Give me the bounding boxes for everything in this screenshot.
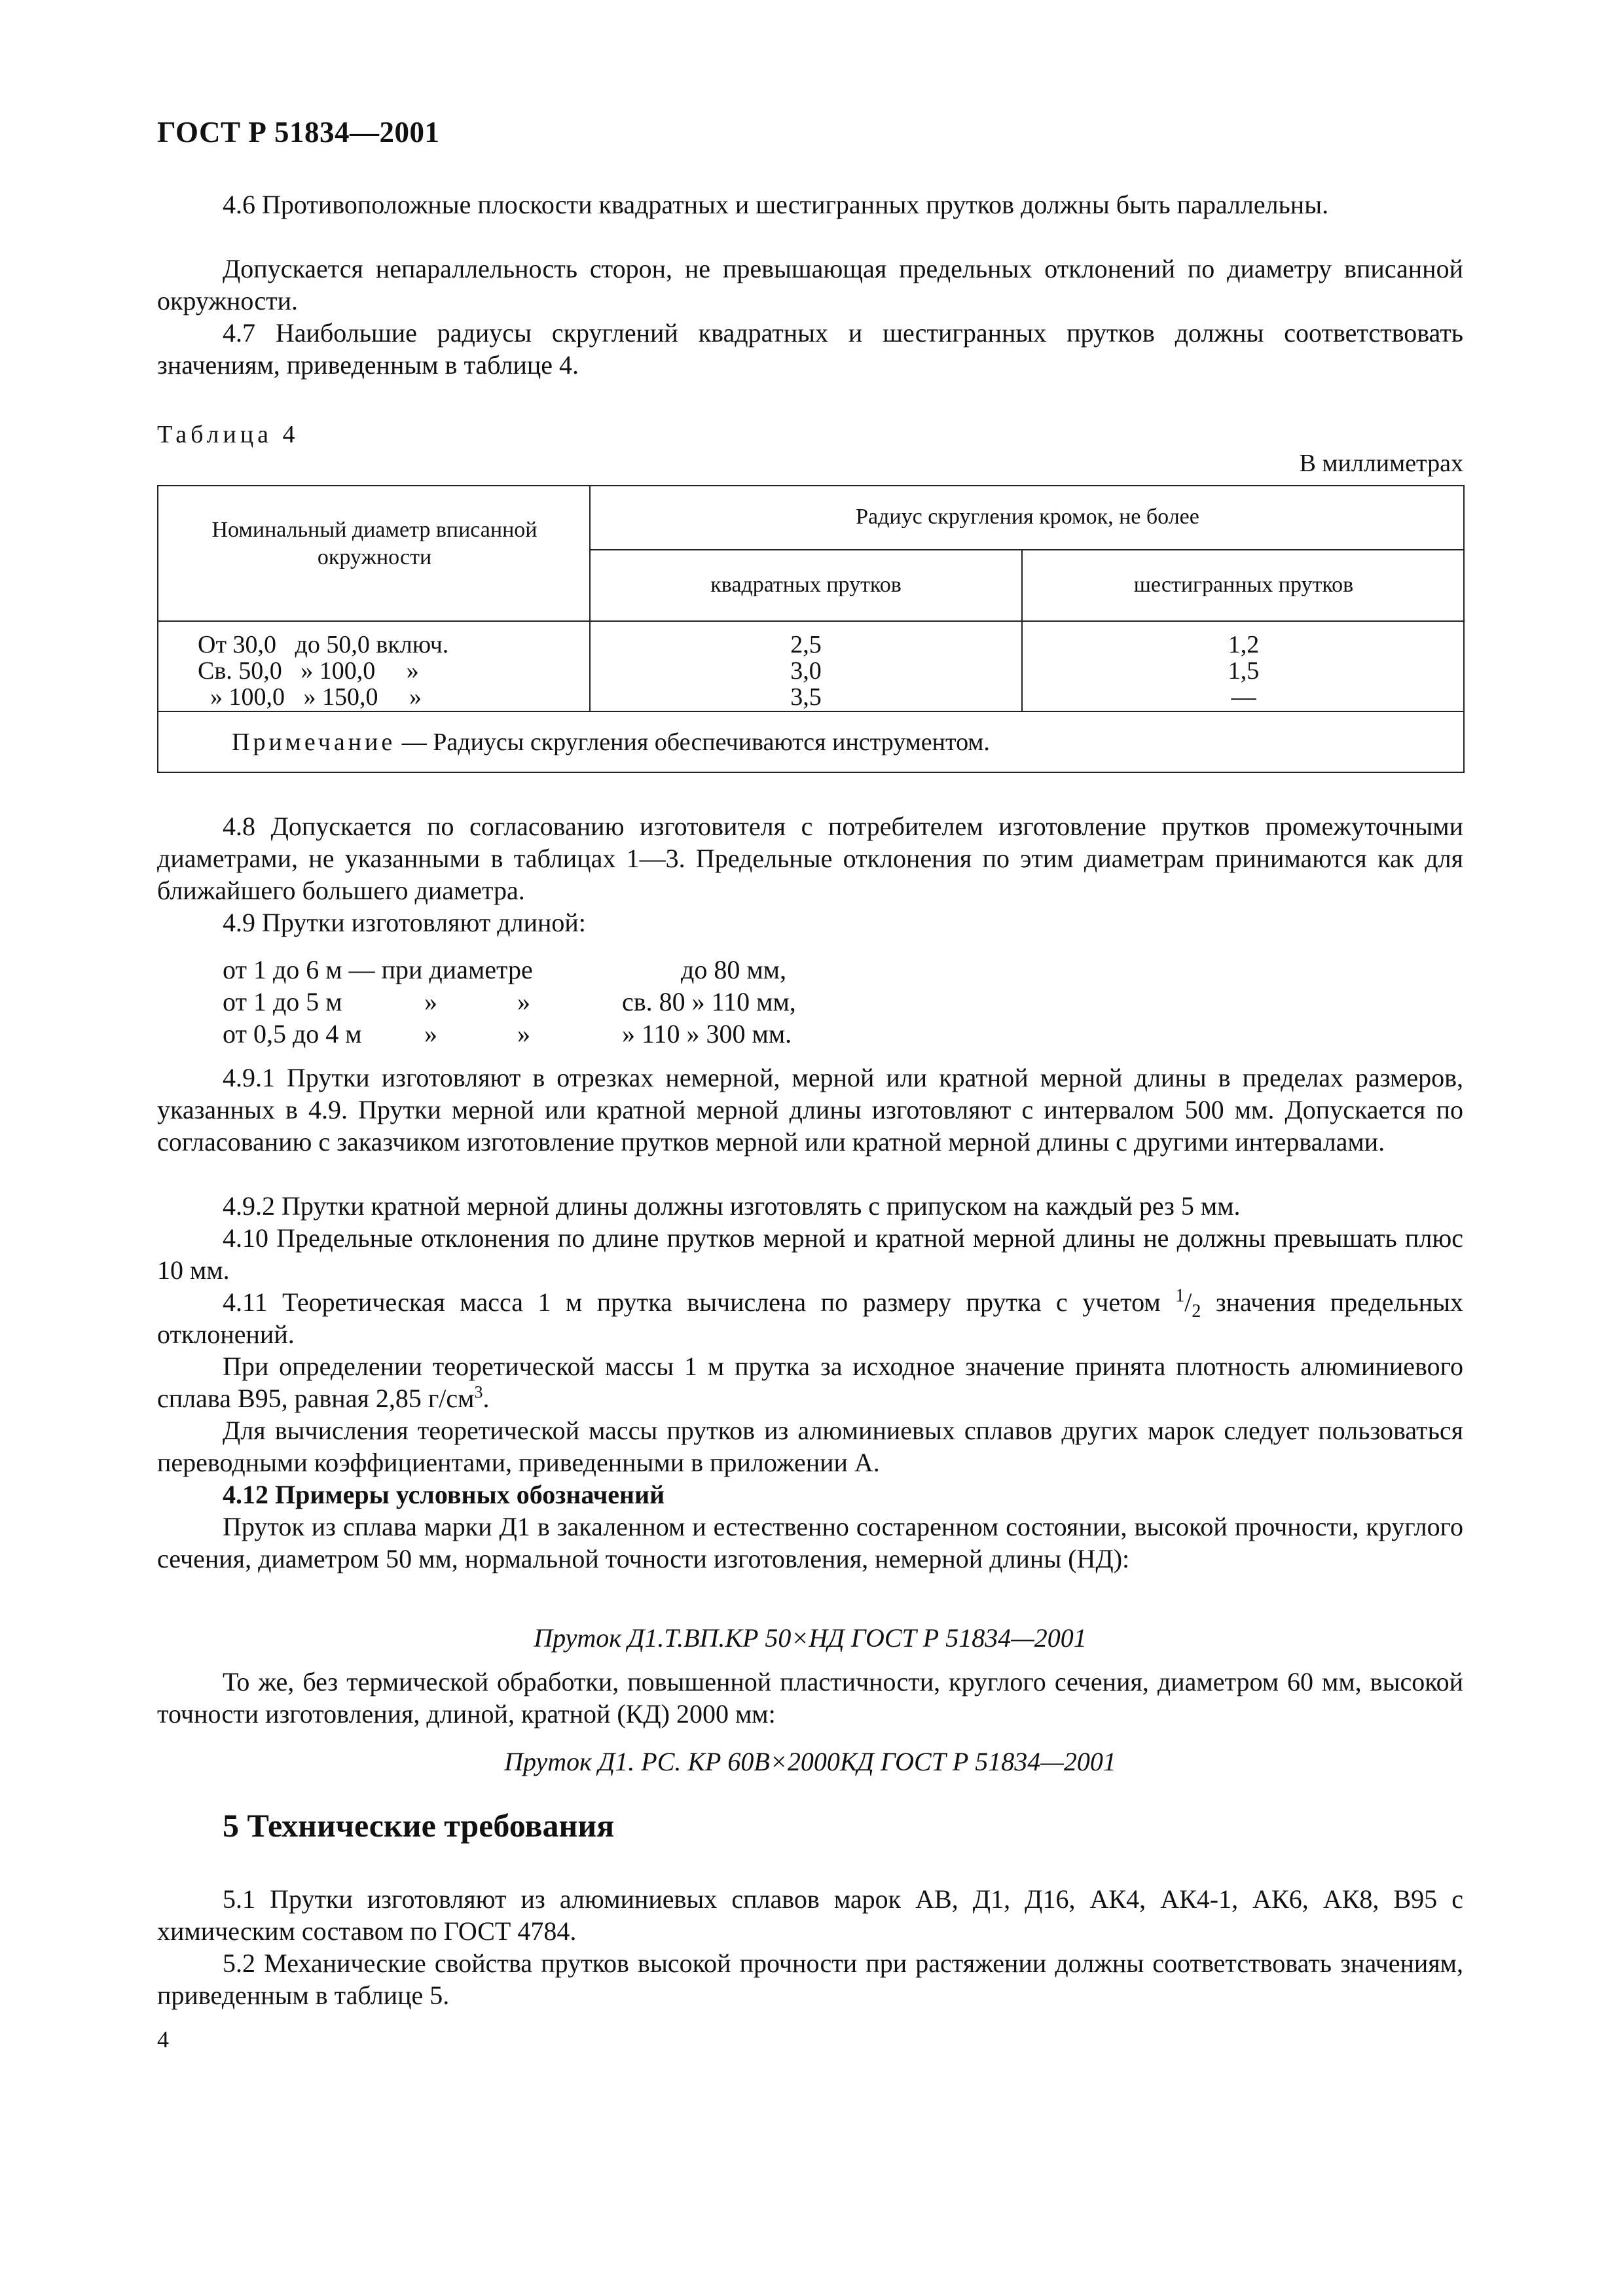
fraction-numerator: 1: [1175, 1285, 1185, 1306]
table-cell-diameter: » 100,0 » 150,0 »: [198, 683, 422, 711]
table-cell-square: 3,0: [790, 657, 822, 685]
paragraph-4-9-1: 4.9.1 Прутки изготовляют в отрезках немерной, мерной или кратной мерной длины в пределах размеров, указанных в 4.9. Прутки мерной или кратной мерной длины изготовляют с интервалом 500 мм. Допускается по согласованию с заказчиком изготовление прутков мерной или кратной мерной длины с другими интервалами.: [157, 1063, 1463, 1157]
paragraph-4-11-text-end: значения предельных отклонений.: [157, 1287, 1464, 1349]
table-cell-hex: —: [1231, 683, 1256, 711]
table-cell-diameter: Св. 50,0 » 100,0 »: [198, 657, 419, 685]
designation-example-1: Пруток Д1.Т.ВП.КР 50×НД ГОСТ Р 51834—2001: [534, 1623, 1087, 1653]
paragraph-4-11-coefficients: Для вычисления теоретической массы прутков из алюминиевых сплавов других марок следует пользоваться переводными коэффициентами, приведенными в приложении А.: [157, 1416, 1463, 1477]
paragraph-5-2: 5.2 Механические свойства прутков высокой прочности при растяжении должны соответствовать значениям, приведенным в таблице 5.: [157, 1948, 1463, 2010]
table-divider: [158, 711, 1465, 712]
page-number: 4: [157, 2026, 169, 2053]
density-exponent: 3: [474, 1382, 483, 1402]
paragraph-4-7: 4.7 Наибольшие радиусы скруглений квадратных и шестигранных прутков должны соответствовать значениям, приведенным в таблице 4.: [157, 318, 1463, 380]
paragraph-4-6-b: Допускается непараллельность сторон, не превышающая предельных отклонений по диаметру вписанной окружности.: [157, 254, 1463, 315]
section-heading-5: 5 Технические требования: [223, 1807, 615, 1844]
document-header: ГОСТ Р 51834—2001: [157, 116, 440, 149]
list-item: »: [517, 1019, 530, 1049]
table-4: [157, 485, 1465, 773]
list-item: »: [424, 1019, 437, 1049]
table-header-hex: шестигранных прутков: [1133, 573, 1354, 597]
paragraph-4-11-text: 4.11 Теоретическая масса 1 м прутка вычислена по размеру прутка с учетом: [223, 1287, 1176, 1317]
table-header-diameter: Номинальный диаметр вписанной окружности: [211, 518, 538, 569]
paragraph-4-9: 4.9 Прутки изготовляют длиной:: [223, 908, 586, 937]
density-text: При определении теоретической массы 1 м прутка за исходное значение принята плотность алюминиевого сплава В95, равная 2,85 г/см: [157, 1352, 1463, 1413]
paragraph-4-10: 4.10 Предельные отклонения по длине прутков мерной и кратной мерной длины не должны превышать плюс 10 мм.: [157, 1223, 1463, 1285]
list-item: »: [424, 987, 437, 1016]
table-header-radius: Радиус скругления кромок, не более: [856, 505, 1199, 529]
list-item: »: [517, 987, 530, 1016]
paragraph-4-12-a: Пруток из сплава марки Д1 в закаленном и естественно состаренном состоянии, высокой прочности, круглого сечения, диаметром 50 мм, нормальной точности изготовления, немерной длины (НД):: [157, 1512, 1463, 1573]
fraction: $^1/_2$: [1175, 1285, 1201, 1321]
list-item: до 80 мм,: [681, 955, 786, 984]
table-note-label: Примечание: [232, 728, 396, 756]
table-caption: Таблица 4: [157, 421, 299, 448]
table-note: [232, 728, 990, 756]
paragraph-4-11: [157, 1286, 1463, 1350]
list-item: св. 80 » 110 мм,: [622, 987, 796, 1016]
table-units: В миллиметрах: [1299, 450, 1463, 477]
paragraph-4-9-2: 4.9.2 Прутки кратной мерной длины должны изготовлять с припуском на каждый рез 5 мм.: [223, 1191, 1241, 1221]
paragraph-4-8: 4.8 Допускается по согласованию изготовителя с потребителем изготовление прутков промежуточными диаметрами, не указанными в таблицах 1—3. Предельные отклонения по этим диаметрам принимаются как для ближайшего большего диаметра.: [157, 812, 1463, 905]
table-cell-square: 3,5: [790, 683, 822, 711]
table-cell-diameter: От 30,0 до 50,0 включ.: [198, 631, 449, 658]
table-header-square: квадратных прутков: [710, 573, 902, 597]
list-item: от 1 до 6 м — при диаметре: [223, 955, 533, 984]
paragraph-4-12-b: То же, без термической обработки, повышенной пластичности, круглого сечения, диаметром 60 мм, высокой точности изготовления, длиной, кратной (КД) 2000 мм:: [157, 1667, 1463, 1729]
table-cell-square: 2,5: [790, 631, 822, 658]
paragraph-4-6: 4.6 Противоположные плоскости квадратных и шестигранных прутков должны быть параллельны.: [223, 190, 1329, 219]
density-text-end: .: [483, 1384, 490, 1413]
subsection-title-4-12: 4.12 Примеры условных обозначений: [223, 1480, 665, 1509]
table-cell-hex: 1,2: [1228, 631, 1260, 658]
list-item: от 1 до 5 м: [223, 987, 342, 1016]
designation-example-2: Пруток Д1. РС. КР 60В×2000КД ГОСТ Р 51834—2001: [504, 1747, 1116, 1776]
list-item: от 0,5 до 4 м: [223, 1019, 362, 1049]
paragraph-4-11-density: [157, 1350, 1463, 1414]
table-divider: [589, 549, 1465, 550]
table-note-text: — Радиусы скругления обеспечиваются инструментом.: [395, 728, 990, 756]
table-divider: [158, 620, 1465, 622]
list-item: » 110 » 300 мм.: [622, 1019, 792, 1049]
fraction-denominator: 2: [1192, 1301, 1201, 1321]
paragraph-5-1: 5.1 Прутки изготовляют из алюминиевых сплавов марок АВ, Д1, Д16, АК4, АК4-1, АК6, АК8, В95 с химическим составом по ГОСТ 4784.: [157, 1884, 1463, 1946]
table-cell-hex: 1,5: [1228, 657, 1260, 685]
